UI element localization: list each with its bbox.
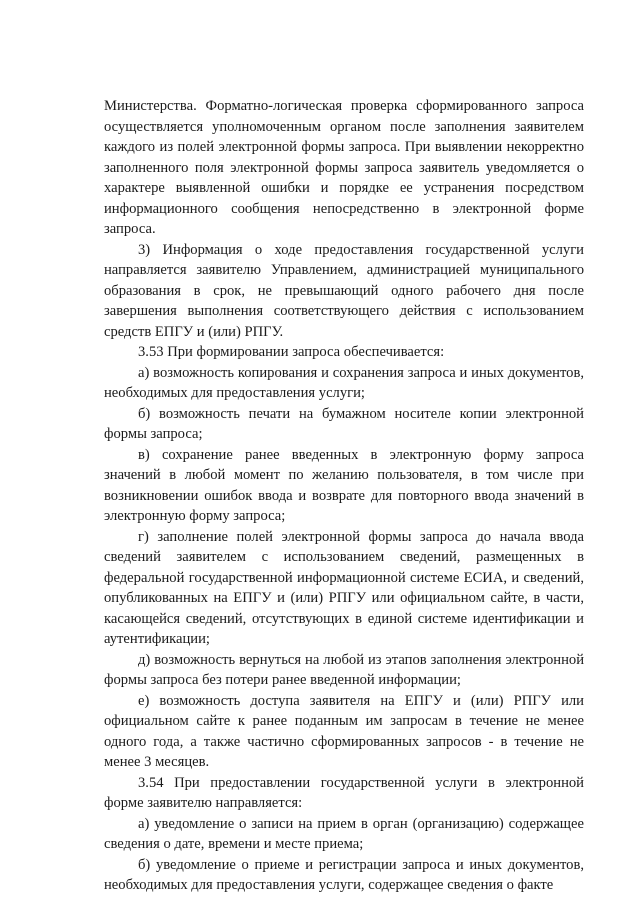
paragraph-item-3: 3) Информация о ходе предоставления государственной услуги направляется заявителю Управлением, администрацией муниципального образования в срок, не превышающий одного рабочего дня после завершения выполнения соответствующего действия с использованием средств ЕПГУ и (или) РПГУ. <box>104 241 584 340</box>
paragraph-3-53-a: а) возможность копирования и сохранения запроса и иных документов, необходимых для предоставления услуги; <box>104 364 584 401</box>
document-page <box>104 96 584 896</box>
paragraph-3-53-b: б) возможность печати на бумажном носителе копии электронной формы запроса; <box>104 405 584 442</box>
paragraph-3-54-a: а) уведомление о записи на прием в орган (организацию) содержащее сведения о дате, времени и месте приема; <box>104 815 584 852</box>
paragraph-3-54-b: б) уведомление о приеме и регистрации запроса и иных документов, необходимых для предоставления услуги, содержащее сведения о факте <box>104 856 584 893</box>
paragraph-3-53: 3.53 При формировании запроса обеспечивается: <box>138 344 445 360</box>
paragraph-3-53-e: е) возможность доступа заявителя на ЕПГУ и (или) РПГУ или официальном сайте к ранее поданным им запросам в течение не менее одного года, а также частично сформированных запросов - в течение не менее 3 месяцев. <box>104 692 584 770</box>
paragraph-3-53-d: д) возможность вернуться на любой из этапов заполнения электронной формы запроса без потери ранее введенной информации; <box>104 651 584 688</box>
paragraph-continuation: Министерства. Форматно-логическая проверка сформированного запроса осуществляется уполномоченным органом после заполнения заявителем каждого из полей электронной формы запроса. При выявлении некорректно заполненного поля электронной формы запроса заявитель уведомляется о характере выявленной ошибки и порядке ее устранения посредством информационного сообщения непосредственно в электронной форме запроса. <box>104 98 584 237</box>
paragraph-3-53-g: г) заполнение полей электронной формы запроса до начала ввода сведений заявителем с использованием сведений, размещенных в федеральной государственной информационной системе ЕСИА, и сведений, опубликованных на ЕПГУ и (или) РПГУ или официальном сайте, в части, касающейся сведений, отсутствующих в единой системе идентификации и аутентификации; <box>104 528 584 647</box>
paragraph-3-53-v: в) сохранение ранее введенных в электронную форму запроса значений в любой момент по желанию пользователя, в том числе при возникновении ошибок ввода и возврате для повторного ввода значений в электронную форму запроса; <box>104 446 584 524</box>
paragraph-3-54: 3.54 При предоставлении государственной услуги в электронной форме заявителю направляется: <box>104 774 584 811</box>
